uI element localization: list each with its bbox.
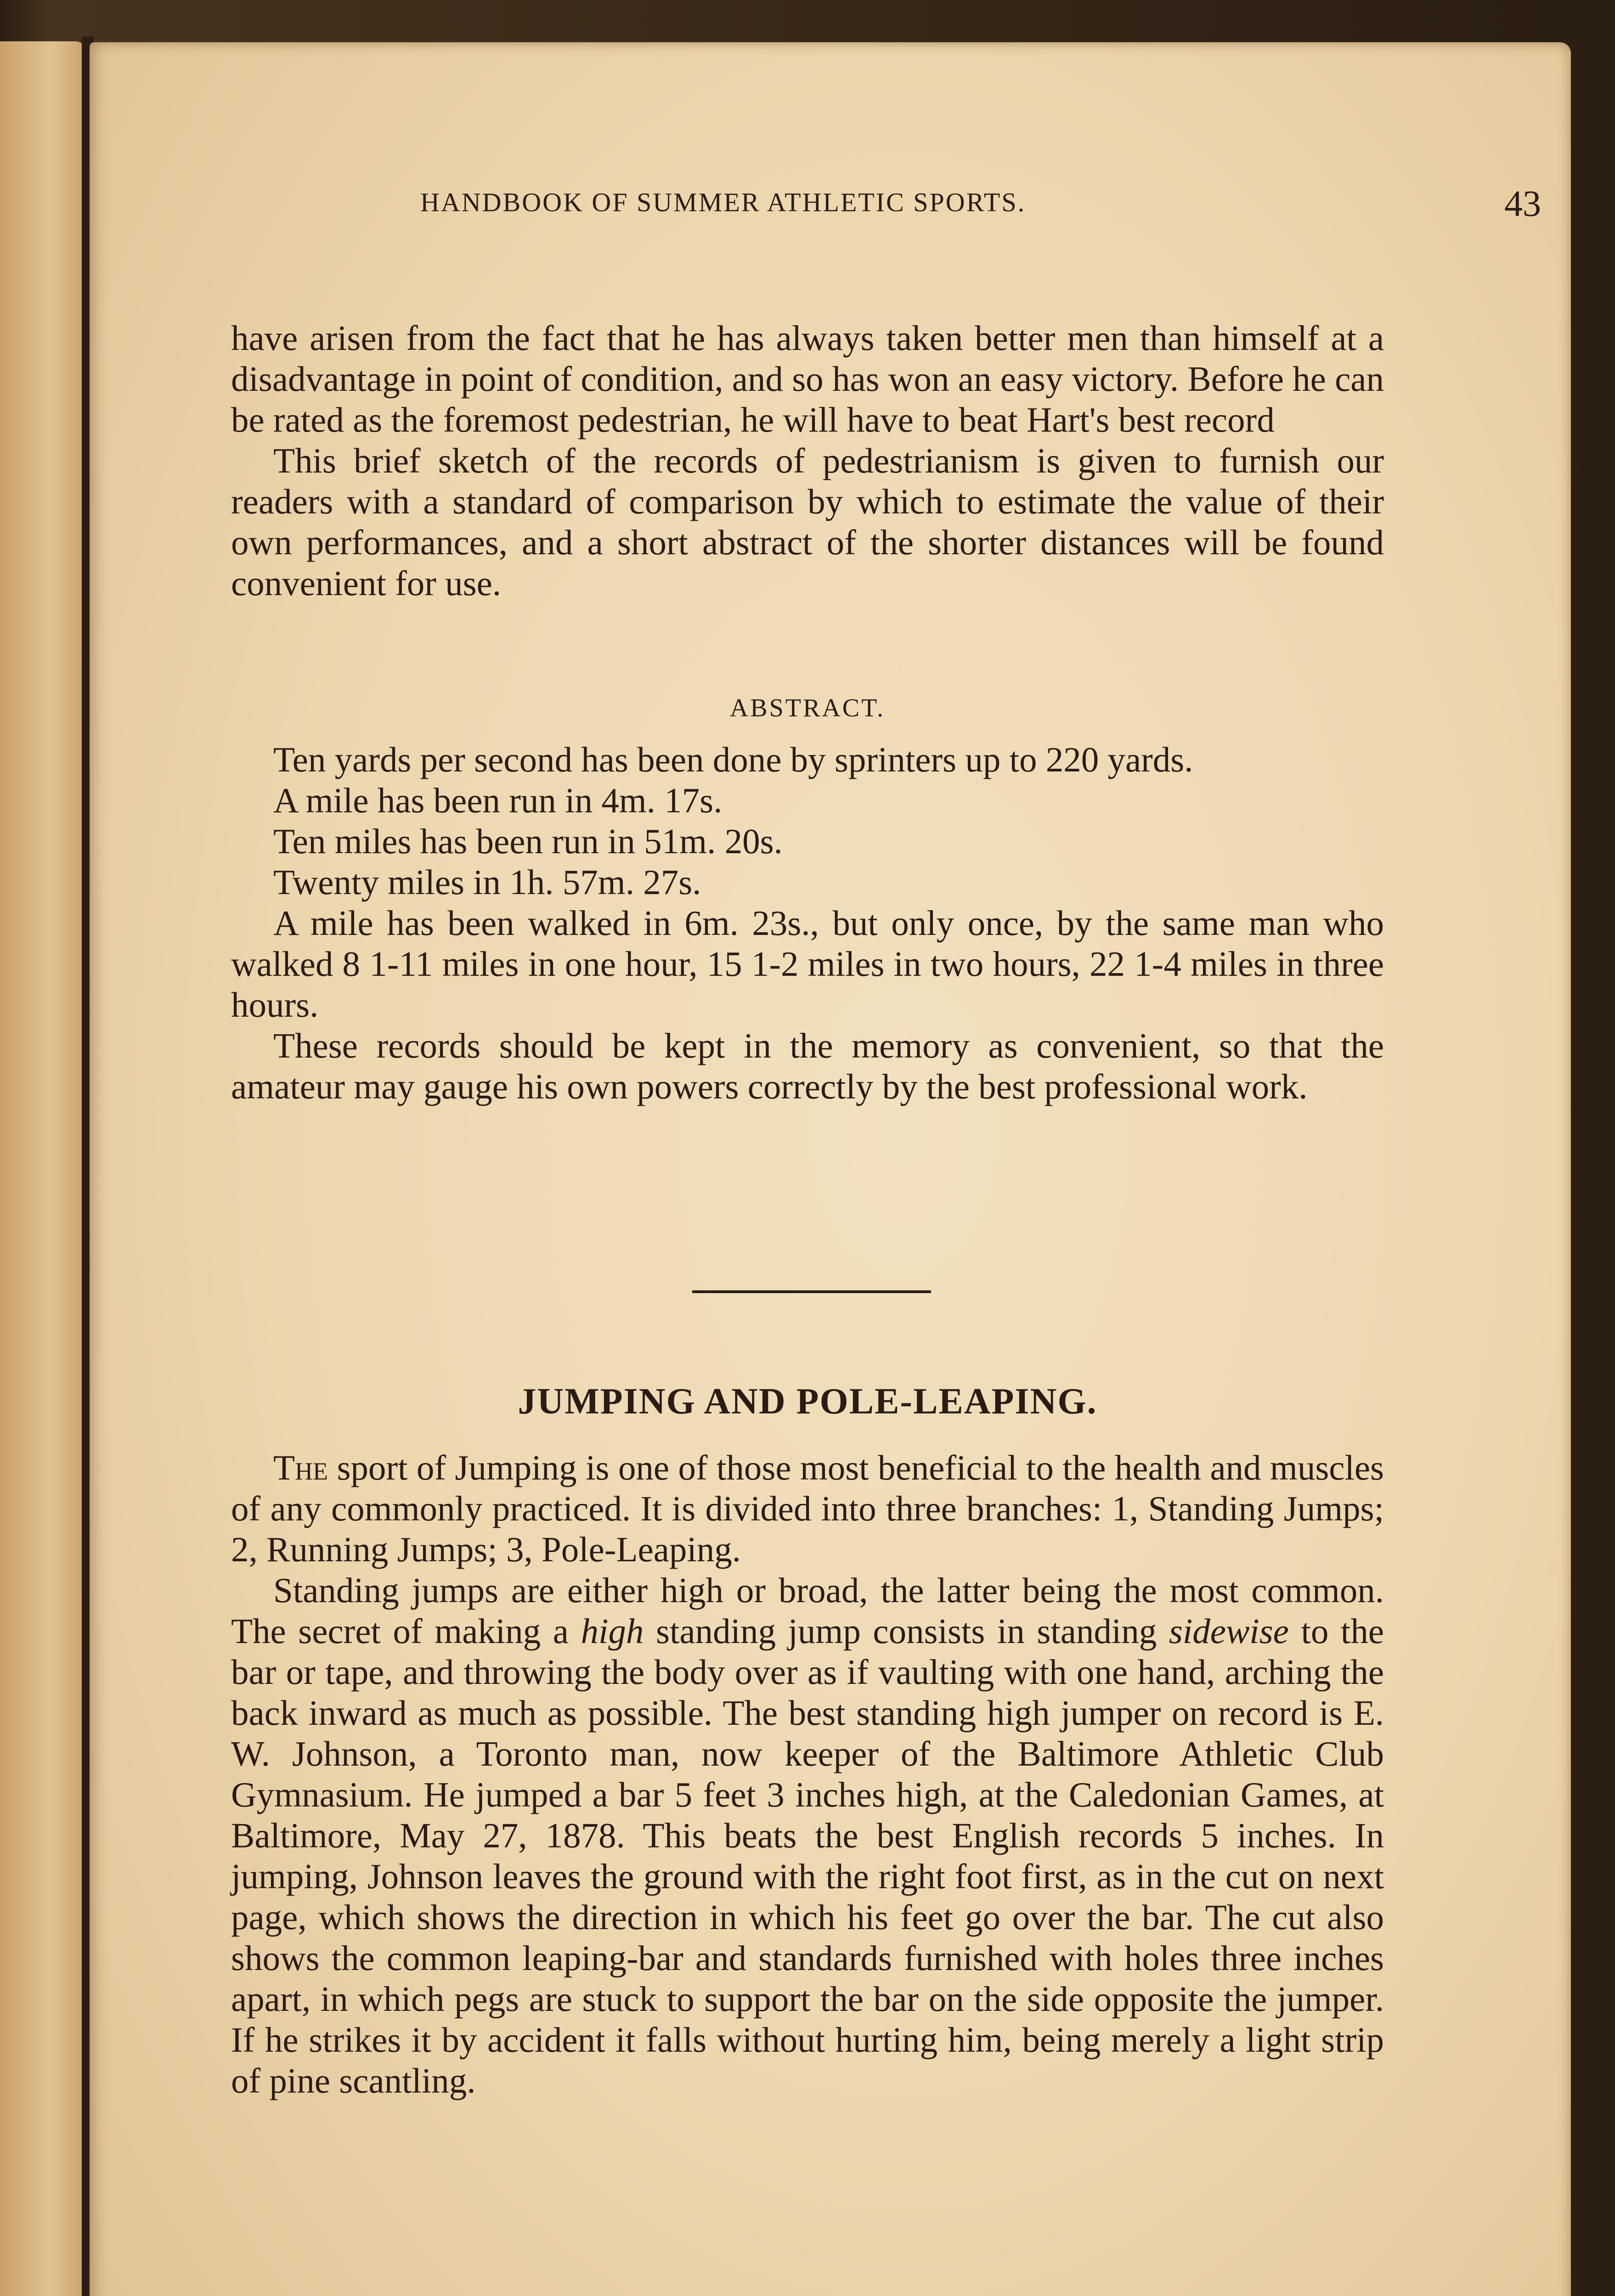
paragraph: have arisen from the fact that he has always taken better men than himself at a disadvantage in point of condition, and so has won an easy victory. Before he can be rated as the foremost pedestrian, he will have to beat Hart's best record bbox=[231, 318, 1384, 439]
paragraph-text: to the bar or tape, and throwing the body over as if vaulting with one hand, arching the back inward as much as possible. The best standing high jumper on record is E. W. Johnson, a Toronto man, now keeper of the Baltimore Athletic Club Gymnasium. He jumped a bar 5 feet 3 inches high, at the Caledonian Games, at Baltimore, May 27, 1878. This beats the best English records 5 inches. In jumping, Johnson leaves the ground with the right foot first, as in the cut on next page, which shows the direction in which his feet go over the bar. The cut also shows the common leaping-bar and standards furnished with holes three inches apart, in which pegs are stuck to support the bar on the side opposite the jumper. If he strikes it by accident it falls without hurting him, being merely a light strip of pine scantling. bbox=[231, 1611, 1384, 2100]
emphasis: sidewise bbox=[1169, 1611, 1289, 1651]
page-number: 43 bbox=[1504, 184, 1541, 224]
section-title: JUMPING AND POLE-LEAPING. bbox=[518, 1381, 1097, 1422]
paragraph: A mile has been run in 4m. 17s. bbox=[273, 781, 723, 820]
paragraph-text: Standing jumps are either high or broad, the latter being the most common. The secret of making a bbox=[231, 1570, 1384, 1651]
paragraph: These records should be kept in the memory as convenient, so that the amateur may gauge his own powers correctly by the best professional work. bbox=[231, 1026, 1384, 1106]
running-head bbox=[420, 183, 1541, 234]
paragraph-text: standing jump consists in standing bbox=[644, 1611, 1169, 1651]
emphasis: high bbox=[581, 1611, 644, 1651]
paragraph bbox=[231, 1570, 1384, 2101]
abstract-heading: ABSTRACT. bbox=[729, 694, 886, 722]
paragraph: Twenty miles in 1h. 57m. 27s. bbox=[273, 862, 701, 902]
intro-text bbox=[231, 318, 1384, 604]
paragraph: This brief sketch of the records of pedestrianism is given to furnish our readers with a standard of comparison by which to estimate the value of their own performances, and a short abstract of the shorter distances will be found convenient for use. bbox=[231, 441, 1384, 603]
running-title: HANDBOOK OF SUMMER ATHLETIC SPORTS. bbox=[420, 187, 1026, 217]
paragraph: A mile has been walked in 6m. 23s., but only once, by the same man who walked 8 1-11 miles in one hour, 15 1-2 miles in two hours, 22 1-4 miles in three hours. bbox=[231, 903, 1384, 1024]
section-body bbox=[231, 1447, 1384, 2101]
previous-page-edge bbox=[0, 41, 85, 2296]
abstract-text bbox=[231, 739, 1384, 1107]
paragraph: Ten miles has been run in 51m. 20s. bbox=[273, 822, 783, 861]
paragraph: Ten yards per second has been done by sprinters up to 220 yards. bbox=[273, 740, 1193, 779]
section-divider bbox=[692, 1290, 931, 1293]
paragraph bbox=[231, 1447, 1384, 1570]
lead-word: The bbox=[273, 1448, 328, 1487]
paragraph-text: sport of Jumping is one of those most beneficial to the health and muscles of any commonly practiced. It is divided into three branches: 1, Standing Jumps; 2, Running Jumps; 3, Pole-Leaping. bbox=[231, 1448, 1384, 1569]
book-page bbox=[90, 42, 1571, 2296]
